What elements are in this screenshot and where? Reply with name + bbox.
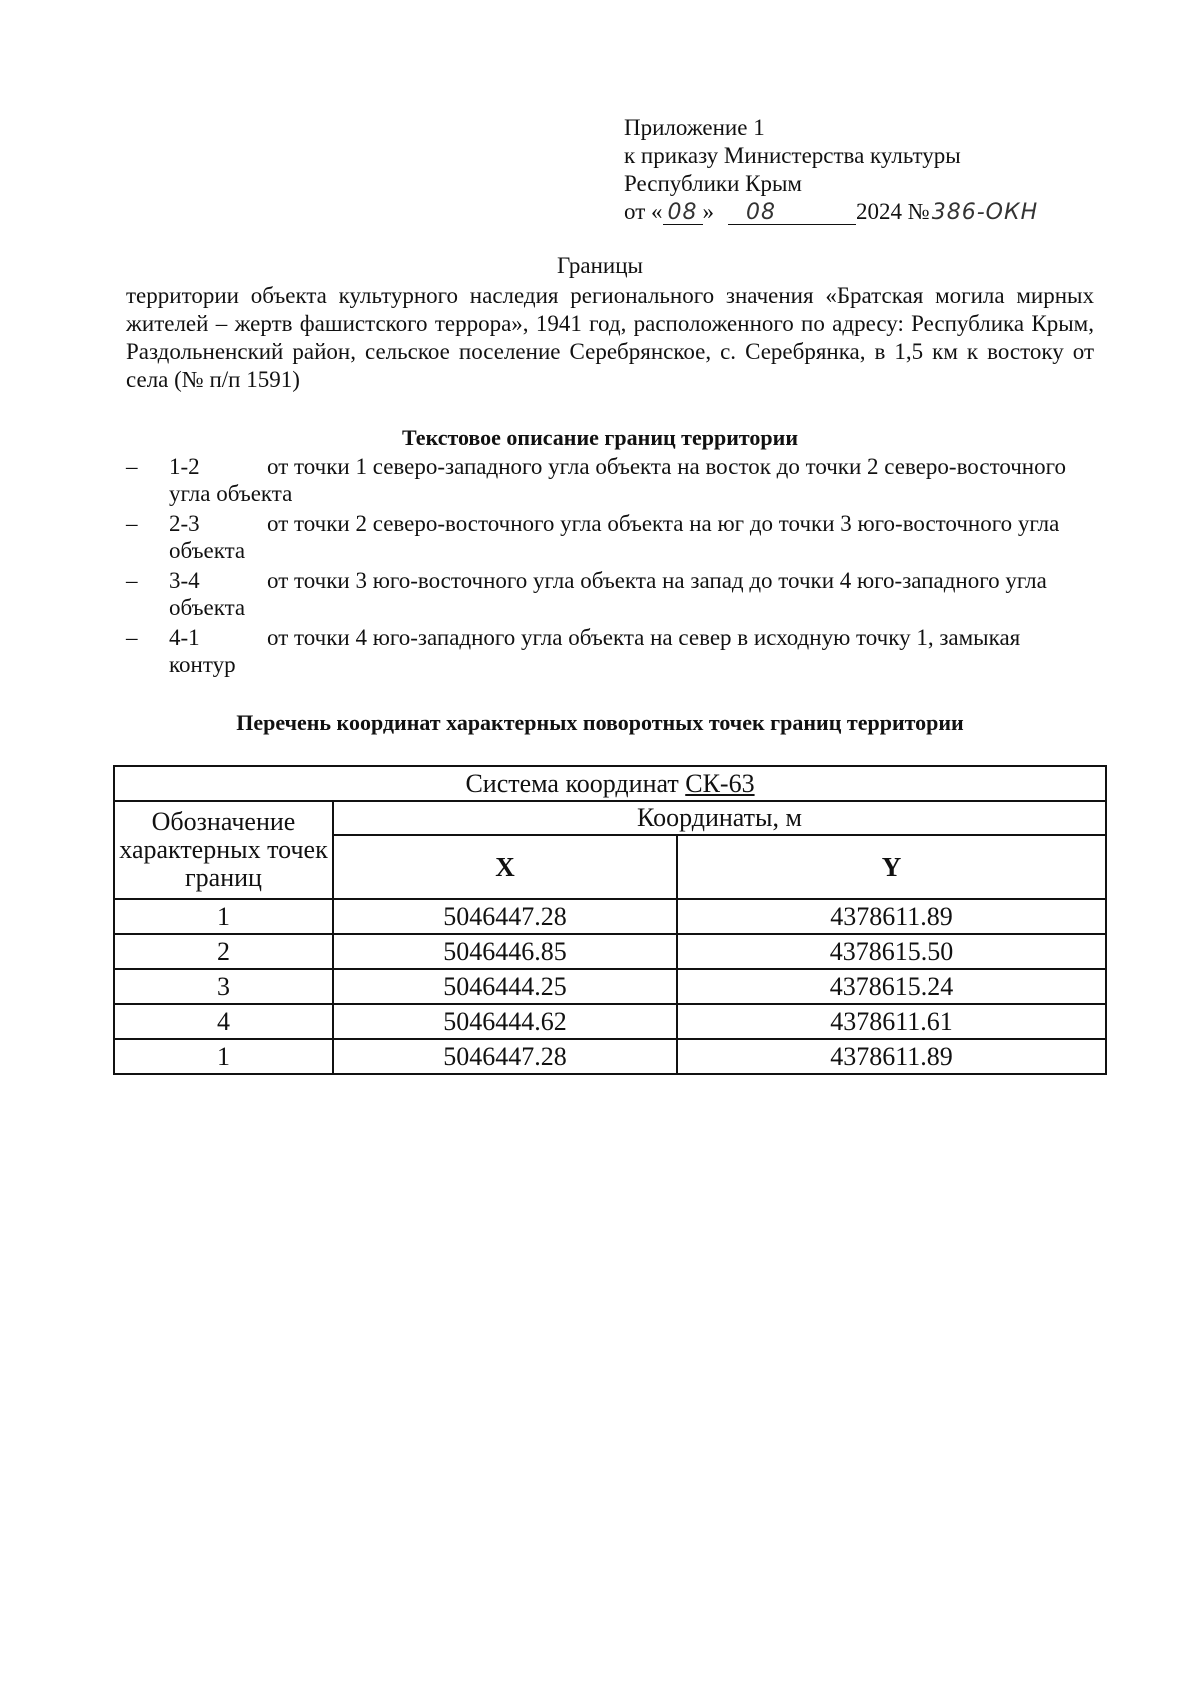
table-row: [114, 969, 1106, 1004]
list-item: [126, 624, 1126, 681]
table-row: [114, 899, 1106, 934]
point-designation-header: Обозначение характерных точек границ: [114, 801, 333, 899]
table-row: [114, 766, 1106, 801]
document-title: Границы: [557, 253, 643, 278]
table-row: [114, 1004, 1106, 1039]
table-row: [114, 1039, 1106, 1074]
y-cell: 4378611.89: [677, 1039, 1106, 1074]
segment-description-continued: объекта: [169, 595, 246, 620]
segment-description: от точки 2 северо-восточного угла объекта на юг до точки 3 юго-восточного угла: [267, 511, 1060, 536]
segment-label: 4-1: [169, 625, 200, 650]
segment-description-continued: контур: [169, 652, 236, 677]
appendix-header: [624, 114, 1038, 227]
list-item: [126, 453, 1126, 510]
coordinates-header: Координаты, м: [333, 801, 1106, 835]
y-cell: 4378615.24: [677, 969, 1106, 1004]
list-item: [126, 510, 1126, 567]
list-dash: –: [126, 454, 138, 479]
coordinate-system-cell: [114, 766, 1106, 801]
segment-label: 1-2: [169, 454, 200, 479]
x-cell: 5046444.62: [333, 1004, 677, 1039]
x-cell: 5046446.85: [333, 934, 677, 969]
segment-label: 3-4: [169, 568, 200, 593]
appendix-line-1: Приложение 1: [624, 115, 765, 140]
table-row: [114, 801, 1106, 835]
point-cell: 4: [114, 1004, 333, 1039]
list-dash: –: [126, 625, 138, 650]
handwritten-order-number: 386-ОКН: [931, 200, 1039, 225]
handwritten-month: 08: [728, 202, 856, 225]
y-cell: 4378611.61: [677, 1004, 1106, 1039]
x-column-header: X: [333, 835, 677, 899]
list-dash: –: [126, 511, 138, 536]
date-prefix: от «: [624, 199, 663, 224]
segment-label: 2-3: [169, 511, 200, 536]
x-cell: 5046447.28: [333, 899, 677, 934]
point-cell: 3: [114, 969, 333, 1004]
x-cell: 5046447.28: [333, 1039, 677, 1074]
point-cell: 2: [114, 934, 333, 969]
coordinate-system-name: СК-63: [685, 768, 755, 798]
document-subtitle: территории объекта культурного наследия регионального значения «Братская могила мирных жителей – жертв фашистского террора», 1941 год, расположенного по адресу: Республика Крым, Раздольненский район, сельское поселение Серебрянское, с. Серебрянка, в 1,5 км к востоку от села (№ п/п 1591): [126, 283, 1094, 392]
appendix-line-3: Республики Крым: [624, 171, 802, 196]
list-item: [126, 567, 1126, 624]
appendix-line-2: к приказу Министерства культуры: [624, 143, 961, 168]
date-year: 2024 №: [856, 199, 930, 224]
coordinates-heading: Перечень координат характерных поворотных точек границ территории: [236, 710, 964, 735]
y-cell: 4378615.50: [677, 934, 1106, 969]
boundary-description-list: [126, 453, 1126, 681]
segment-description: от точки 3 юго-восточного угла объекта на запад до точки 4 юго-западного угла: [267, 568, 1047, 593]
point-cell: 1: [114, 1039, 333, 1074]
text-description-heading: Текстовое описание границ территории: [401, 425, 799, 450]
coordinates-table: [113, 765, 1107, 1075]
table-row: [114, 934, 1106, 969]
y-cell: 4378611.89: [677, 899, 1106, 934]
segment-description-continued: угла объекта: [169, 481, 293, 506]
segment-description-continued: объекта: [169, 538, 246, 563]
handwritten-day: 08: [663, 202, 703, 225]
y-column-header: Y: [677, 835, 1106, 899]
list-dash: –: [126, 568, 138, 593]
segment-description: от точки 4 юго-западного угла объекта на север в исходную точку 1, замыкая: [267, 625, 1021, 650]
x-cell: 5046444.25: [333, 969, 677, 1004]
segment-description: от точки 1 северо-западного угла объекта на восток до точки 2 северо-восточного: [267, 454, 1066, 479]
coordinate-system-prefix: Система координат: [465, 768, 686, 798]
appendix-date-line: [624, 198, 1038, 227]
date-mid: »: [702, 199, 714, 224]
point-cell: 1: [114, 899, 333, 934]
